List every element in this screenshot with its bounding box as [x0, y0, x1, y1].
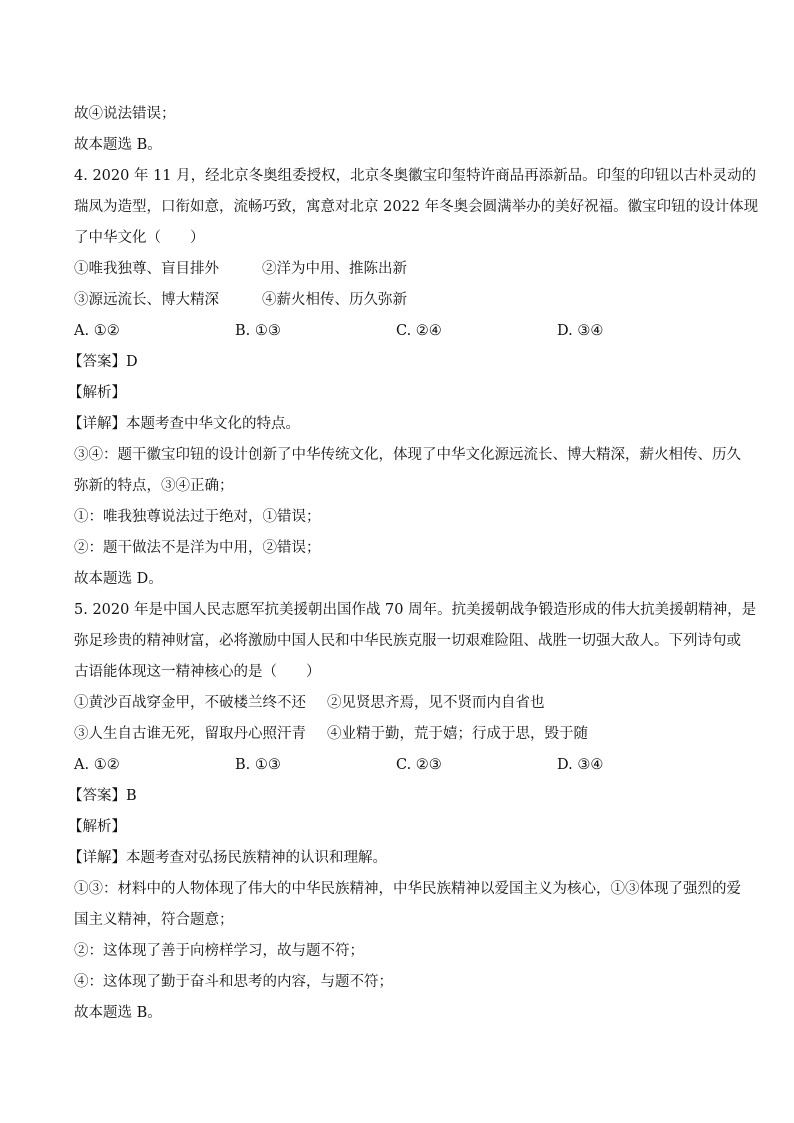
- q3-conclusion: 故本题选 B。: [74, 137, 162, 153]
- q5-stem-line-2: 弥足珍贵的精神财富，必将激励中国人民和中华民族克服一切艰难险阻、战胜一切强大敌人。下列诗句或: [74, 633, 741, 649]
- q4-analysis-heading: 【解析】: [68, 385, 126, 401]
- q5-stem-line-3: 古语能体现这一精神核心的是（ ）: [74, 664, 321, 680]
- q4-option-c: C. ②④: [396, 323, 442, 339]
- q4-option-a: A. ①②: [74, 323, 120, 339]
- q4-answer: 【答案】D: [68, 354, 138, 370]
- q5-explanation-3: ②：这体现了善于向榜样学习，故与题不符；: [74, 943, 364, 959]
- q4-item-4: ④薪火相传、历久弥新: [262, 292, 407, 308]
- q4-option-d: D. ③④: [557, 323, 604, 339]
- q4-explanation-4: ②：题干做法不是洋为中用，②错误；: [74, 540, 321, 556]
- q4-stem-line-2: 瑞凤为造型，口衔如意，流畅巧致，寓意对北京 2022 年冬奥会圆满举办的美好祝福。徽宝印钮的设计体现: [74, 199, 759, 215]
- q4-conclusion: 故本题选 D。: [74, 571, 163, 587]
- q4-option-b: B. ①③: [235, 323, 281, 339]
- q5-option-a: A. ①②: [74, 757, 120, 773]
- q5-answer: 【答案】B: [68, 788, 137, 804]
- q5-explanation-1: ①③：材料中的人物体现了伟大的中华民族精神，中华民族精神以爱国主义为核心，①③体现了强烈的爱: [74, 881, 741, 897]
- q5-item-3: ③人生自古谁无死，留取丹心照汗青: [74, 726, 306, 742]
- q4-stem-line-1: 4. 2020 年 11 月，经北京冬奥组委授权，北京冬奥徽宝印玺特许商品再添新品。印玺的印钮以古朴灵动的: [74, 168, 757, 184]
- q4-item-1: ①唯我独尊、盲目排外: [74, 261, 219, 277]
- q4-explanation-2: 弥新的特点，③④正确；: [74, 478, 234, 494]
- q5-conclusion: 故本题选 B。: [74, 1005, 162, 1021]
- q5-option-b: B. ①③: [235, 757, 281, 773]
- q5-detail: 【详解】本题考查对弘扬民族精神的认识和理解。: [68, 850, 387, 866]
- q5-analysis-heading: 【解析】: [68, 819, 126, 835]
- q5-item-2: ②见贤思齐焉，见不贤而内自省也: [327, 695, 545, 711]
- q4-explanation-3: ①：唯我独尊说法过于绝对，①错误；: [74, 509, 321, 525]
- q4-stem-line-3: 了中华文化（ ）: [74, 230, 205, 246]
- q5-explanation-4: ④：这体现了勤于奋斗和思考的内容，与题不符；: [74, 974, 393, 990]
- q4-item-2: ②洋为中用、推陈出新: [262, 261, 407, 277]
- q5-explanation-2: 国主义精神，符合题意；: [74, 912, 234, 928]
- q5-stem-line-1: 5. 2020 年是中国人民志愿军抗美援朝出国作战 70 周年。抗美援朝战争锻造形成的伟大抗美援朝精神，是: [74, 602, 757, 618]
- q4-detail: 【详解】本题考查中华文化的特点。: [68, 416, 300, 432]
- q5-option-d: D. ③④: [557, 757, 604, 773]
- q4-explanation-1: ③④：题干徽宝印钮的设计创新了中华传统文化，体现了中华文化源远流长、博大精深，薪火相传、历久: [74, 447, 741, 463]
- q3-conclusion-note: 故④说法错误；: [74, 106, 176, 122]
- q5-option-c: C. ②③: [396, 757, 442, 773]
- q5-item-4: ④业精于勤，荒于嬉；行成于思，毁于随: [327, 726, 588, 742]
- q5-item-1: ①黄沙百战穿金甲，不破楼兰终不还: [74, 695, 306, 711]
- q4-item-3: ③源远流长、博大精深: [74, 292, 219, 308]
